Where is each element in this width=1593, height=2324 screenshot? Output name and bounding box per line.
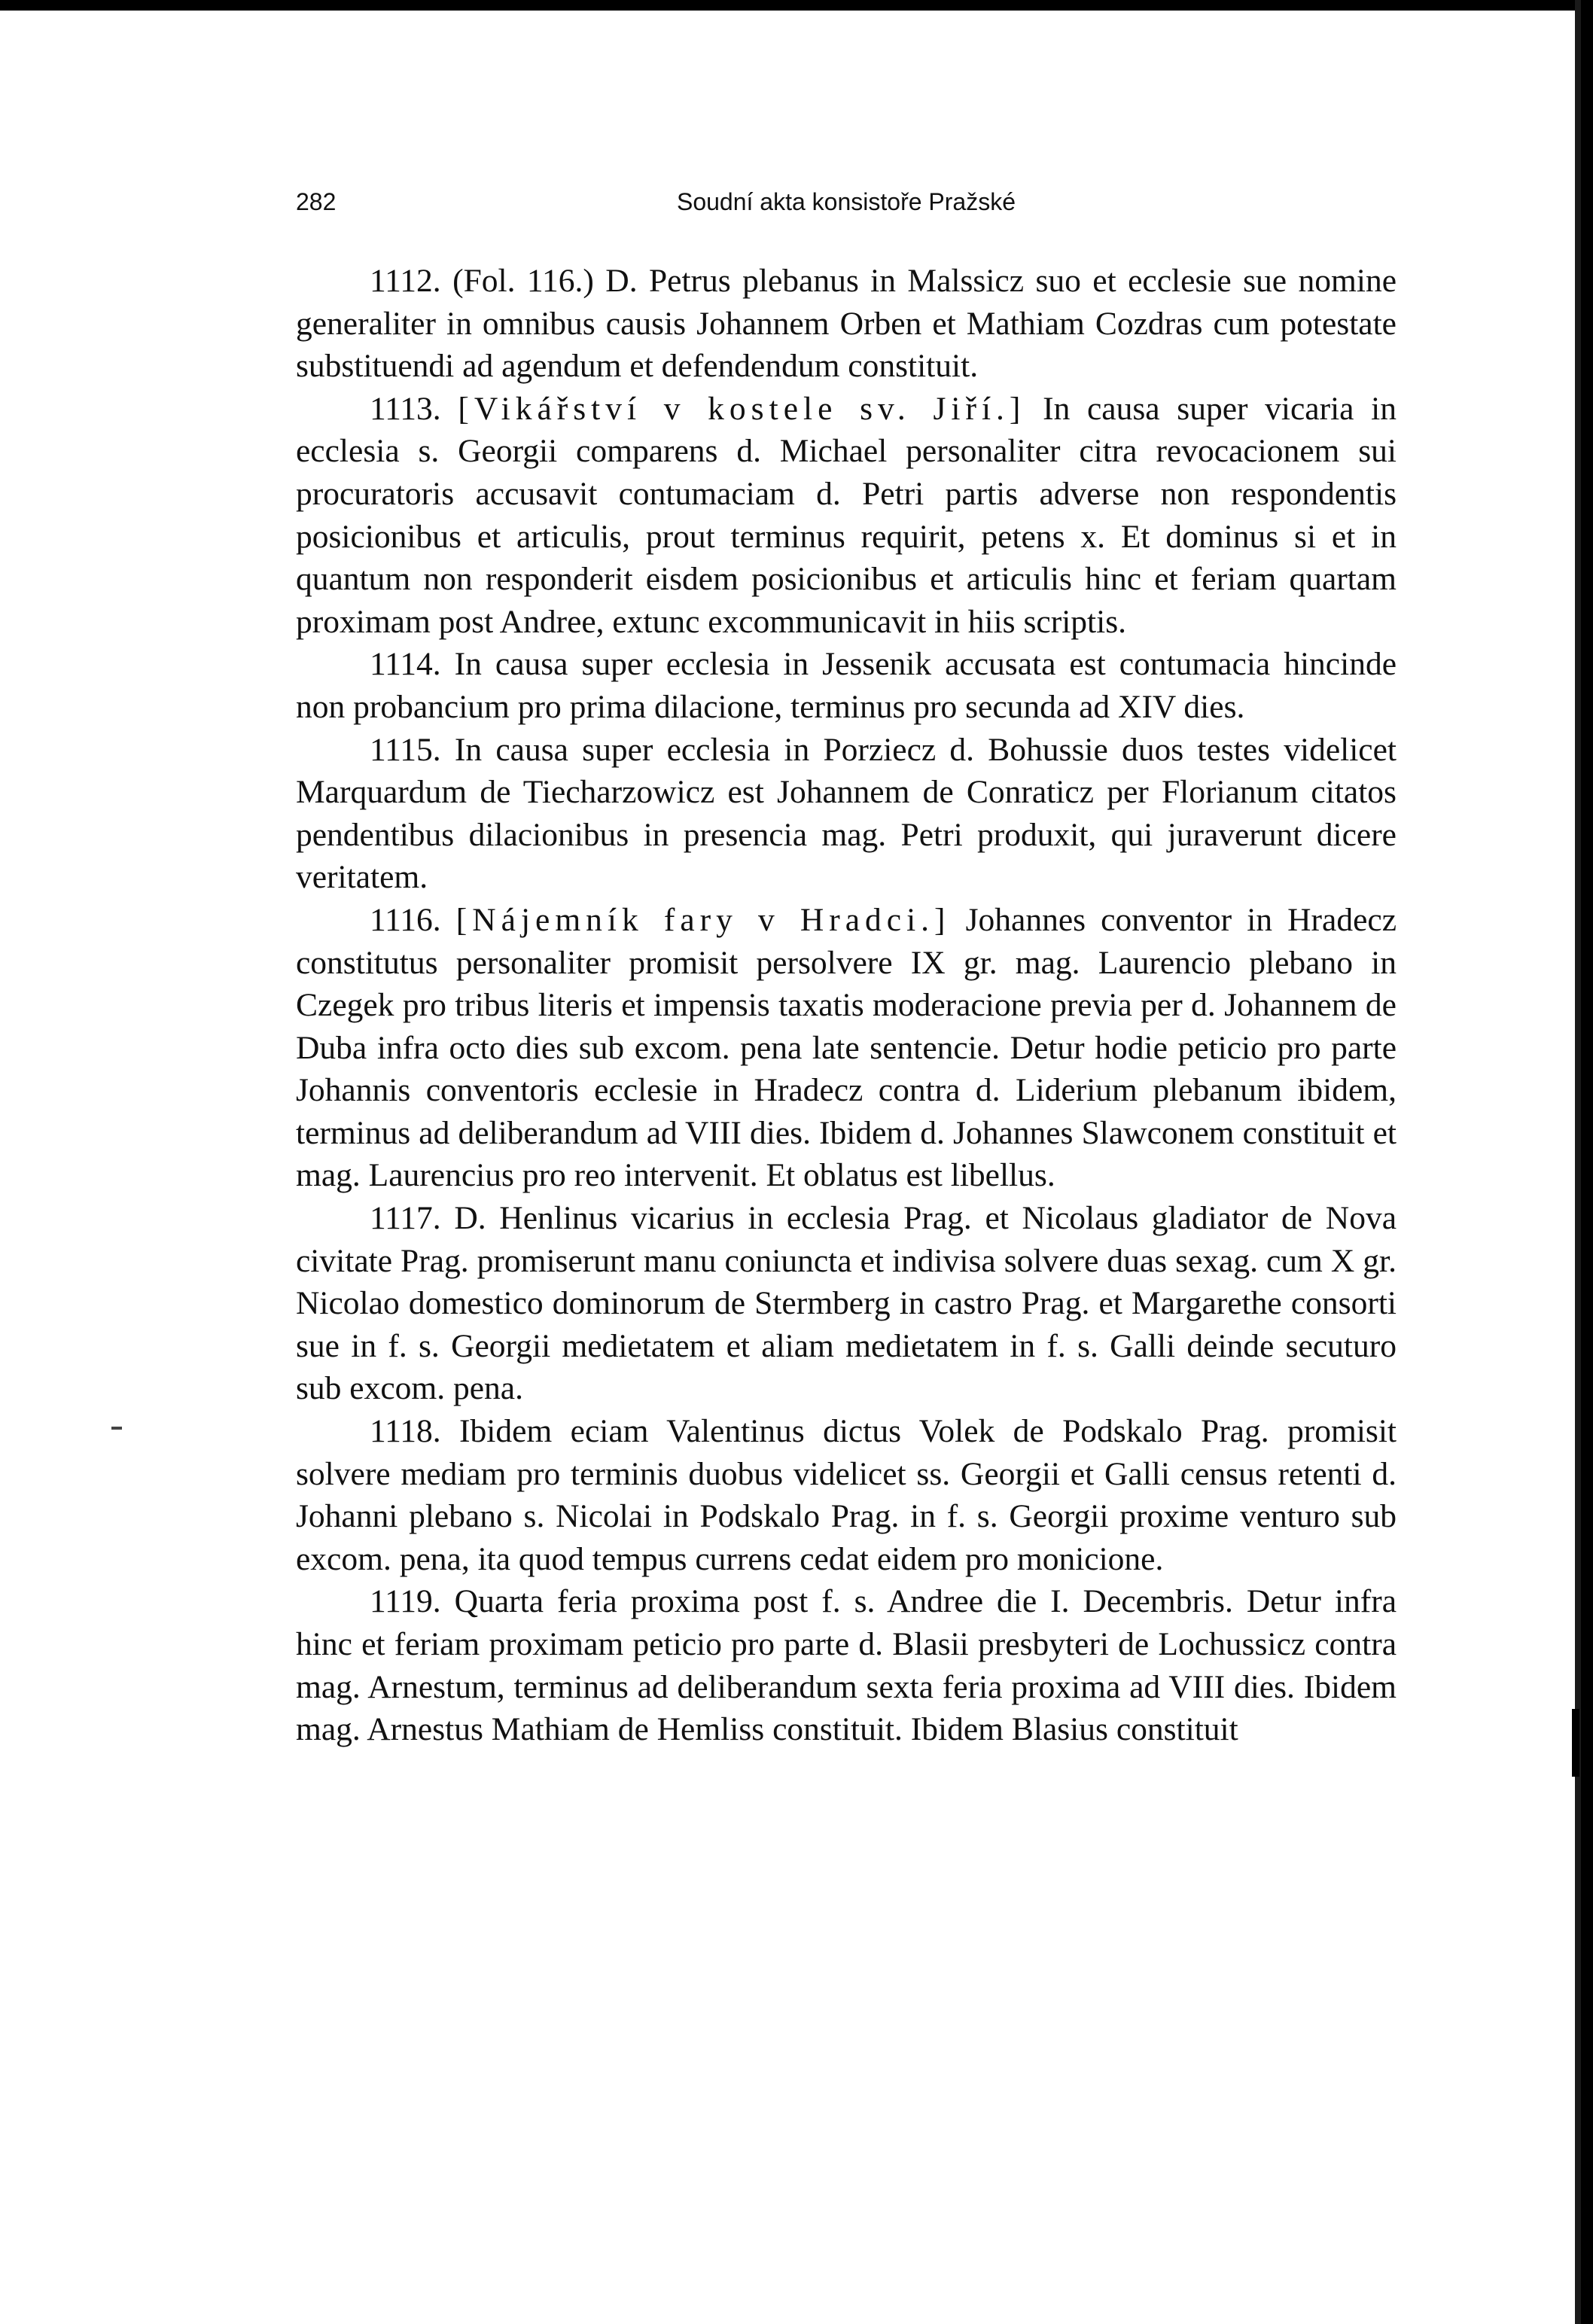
entry-1112	[296, 260, 1397, 388]
entry-1118	[296, 1410, 1397, 1580]
entry-1113	[296, 388, 1397, 644]
entry-number: 1115.	[370, 731, 441, 768]
entry-number: 1119.	[370, 1583, 441, 1620]
scan-border-right	[1581, 0, 1593, 2324]
entry-heading: [Vikářství v kostele sv. Jiří.]	[458, 390, 1026, 427]
scan-border-top	[0, 0, 1593, 11]
entry-text: Johannes conventor in Hradecz constitutus personaliter promisit persolvere IX gr. mag. Laurencio plebano in Czegek pro tribus literis et impensis taxatis moderacione previa per d. Johannem de Duba infra octo dies sub excom. pena late sentencie. Detur hodie peticio pro parte Johannis conventoris ecclesie in Hradecz contra d. Liderium plebanum ibidem, terminus ad deliberandum ad VIII dies. Ibidem d. Johannes Slawconem constituit et mag. Laurencius pro reo intervenit. Et oblatus est libellus.	[296, 901, 1397, 1194]
entry-text: D. Henlinus vicarius in ecclesia Prag. et Nicolaus gladiator de Nova civitate Prag. promiserunt manu coniuncta et indivisa solvere duas sexag. cum X gr. Nicolao domestico dominorum de Stermberg in castro Prag. et Margarethe consorti sue in f. s. Georgii medietatem et aliam medietatem in f. s. Galli deinde secuturo sub excom. pena.	[296, 1200, 1397, 1407]
entry-1116	[296, 899, 1397, 1197]
margin-mark	[111, 1427, 122, 1430]
text-block	[296, 260, 1397, 1751]
entry-number: 1114.	[370, 646, 441, 683]
entry-number: 1118.	[370, 1413, 441, 1450]
entry-text: In causa super ecclesia in Porziecz d. Bohussie duos testes videlicet Marquardum de Tiecharzowicz est Johannem de Conraticz per Florianum citatos pendentibus dilacionibus in presencia mag. Petri produxit, qui juraverunt dicere veritatem.	[296, 731, 1397, 896]
entry-number: 1113.	[370, 390, 441, 427]
entry-number: 1116.	[370, 901, 441, 938]
page-header	[296, 188, 1397, 221]
running-title: Soudní akta konsistoře Pražské	[676, 188, 1016, 215]
entry-number: 1117.	[370, 1200, 441, 1237]
entry-1119	[296, 1580, 1397, 1750]
entry-1115	[296, 729, 1397, 899]
entry-heading: [Nájemník fary v Hradci.]	[455, 901, 951, 938]
page-number: 282	[296, 188, 337, 215]
entry-text: (Fol. 116.) D. Petrus plebanus in Malssicz suo et ecclesie sue nomine generaliter in omnibus causis Johannem Orben et Mathiam Cozdras cum potestate substituendi ad agendum et defendendum constituit.	[296, 263, 1397, 385]
entry-text: In causa super ecclesia in Jessenik accusata est contumacia hincinde non probancium pro prima dilacione, terminus pro secunda ad XIV dies.	[296, 646, 1397, 725]
entry-1114	[296, 643, 1397, 728]
scan-border-right-inner	[1575, 0, 1581, 2324]
scan-edge-mark	[1572, 1709, 1579, 1777]
entry-text: Ibidem eciam Valentinus dictus Volek de Podskalo Prag. promisit solvere mediam pro terminis duobus videlicet ss. Georgii et Galli census retenti d. Johanni plebano s. Nicolai in Podskalo Prag. in f. s. Georgii proxime venturo sub excom. pena, ita quod tempus currens cedat eidem pro monicione.	[296, 1413, 1397, 1577]
entry-number: 1112.	[370, 263, 441, 299]
entry-1117	[296, 1197, 1397, 1410]
entry-text: In causa super vicaria in ecclesia s. Georgii comparens d. Michael personaliter citra revocacionem sui procuratoris accusavit contumaciam d. Petri partis adverse non respondentis posicionibus et articulis, prout terminus requirit, petens x. Et dominus si et in quantum non responderit eisdem posicionibus et articulis hinc et feriam quartam proximam post Andree, extunc excommunicavit in hiis scriptis.	[296, 390, 1397, 640]
entry-text: Quarta feria proxima post f. s. Andree die I. Decembris. Detur infra hinc et feriam proximam peticio pro parte d. Blasii presbyteri de Lochussicz contra mag. Arnestum, terminus ad deliberandum sexta feria proxima ad VIII dies. Ibidem mag. Arnestus Mathiam de Hemliss constituit. Ibidem Blasius constituit	[296, 1583, 1397, 1748]
